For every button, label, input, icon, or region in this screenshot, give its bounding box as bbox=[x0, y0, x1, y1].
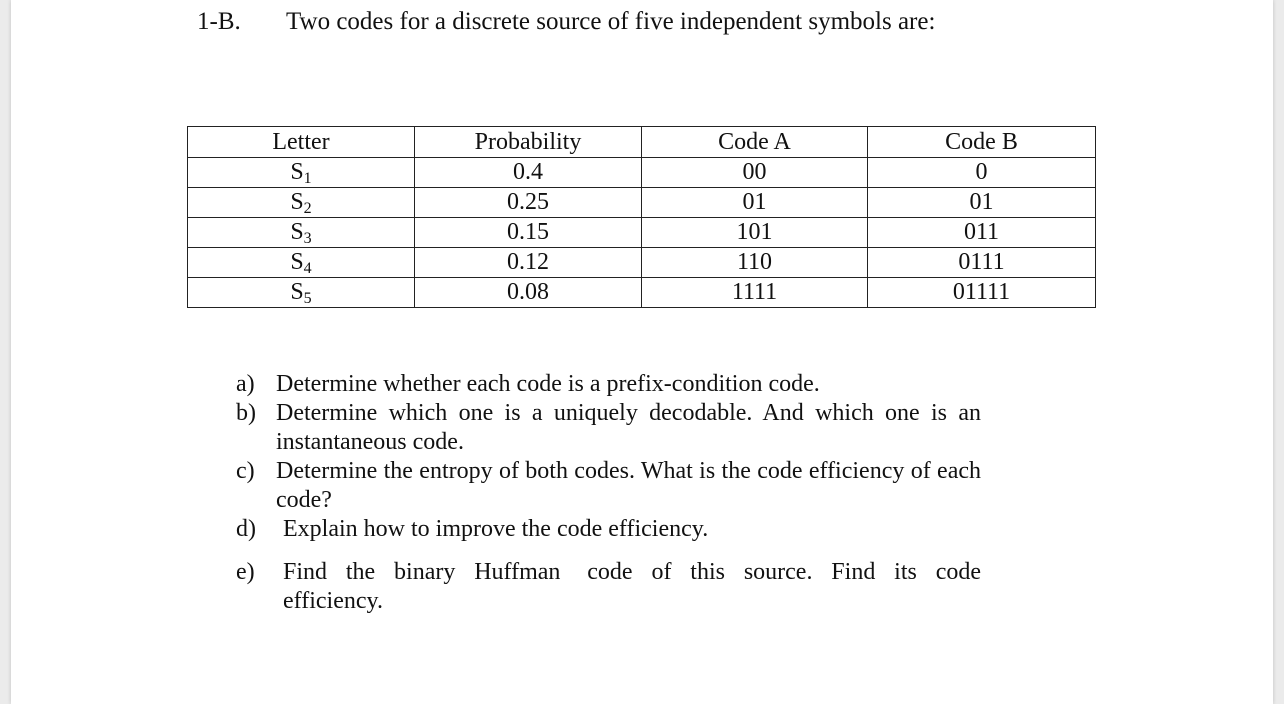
question-item bbox=[236, 370, 981, 399]
table-row bbox=[188, 218, 1096, 248]
table-row bbox=[188, 158, 1096, 188]
table-row bbox=[188, 278, 1096, 308]
question-text: Determine whether each code is a prefix-condition code. bbox=[276, 371, 820, 397]
cell-letter: $S_1$ bbox=[188, 158, 415, 188]
cell-probability: 0.15 bbox=[415, 218, 642, 248]
question-list bbox=[236, 370, 981, 616]
question-text: Explain how to improve the code efficiency. bbox=[283, 516, 709, 542]
problem-statement: Two codes for a discrete source of five independent symbols are: bbox=[286, 8, 936, 35]
problem-number: 1-B. bbox=[197, 8, 241, 35]
cell-code-b: 011 bbox=[868, 218, 1096, 248]
cell-letter: $S_2$ bbox=[188, 188, 415, 218]
cell-letter: $S_5$ bbox=[188, 278, 415, 308]
header-probability: Probability bbox=[415, 127, 642, 158]
question-label: d) bbox=[236, 516, 256, 542]
cell-code-b: 0 bbox=[868, 158, 1096, 188]
question-item bbox=[236, 515, 981, 544]
cell-code-b: 01111 bbox=[868, 278, 1096, 308]
question-text-line: efficiency. bbox=[283, 588, 383, 614]
cell-letter: $S_3$ bbox=[188, 218, 415, 248]
question-item bbox=[236, 457, 981, 515]
question-text: Determine which one is a uniquely decodable. And which one is an instantaneous code. bbox=[276, 400, 981, 455]
question-item bbox=[236, 399, 981, 457]
cell-probability: 0.4 bbox=[415, 158, 642, 188]
code-table bbox=[187, 126, 1096, 308]
cell-probability: 0.25 bbox=[415, 188, 642, 218]
question-text: Determine the entropy of both codes. What is the code efficiency of each code? bbox=[276, 458, 981, 513]
cell-code-b: 0111 bbox=[868, 248, 1096, 278]
question-label: e) bbox=[236, 559, 255, 585]
question-text bbox=[283, 558, 981, 616]
cell-code-a: 01 bbox=[642, 188, 868, 218]
question-label: c) bbox=[236, 458, 255, 484]
question-label: a) bbox=[236, 371, 255, 397]
question-item bbox=[236, 558, 981, 616]
table-row bbox=[188, 248, 1096, 278]
cell-probability: 0.08 bbox=[415, 278, 642, 308]
question-text-line: Find the binary Huffman code of this source. Find its code bbox=[283, 559, 982, 585]
cell-code-a: 1111 bbox=[642, 278, 868, 308]
header-code-b: Code B bbox=[868, 127, 1096, 158]
cell-probability: 0.12 bbox=[415, 248, 642, 278]
table-header-row bbox=[188, 127, 1096, 158]
question-label: b) bbox=[236, 400, 256, 426]
cell-code-b: 01 bbox=[868, 188, 1096, 218]
cell-code-a: 00 bbox=[642, 158, 868, 188]
header-letter: Letter bbox=[188, 127, 415, 158]
problem-heading bbox=[197, 8, 935, 36]
header-code-a: Code A bbox=[642, 127, 868, 158]
cell-code-a: 101 bbox=[642, 218, 868, 248]
cell-letter: $S_4$ bbox=[188, 248, 415, 278]
cell-code-a: 110 bbox=[642, 248, 868, 278]
table-row bbox=[188, 188, 1096, 218]
